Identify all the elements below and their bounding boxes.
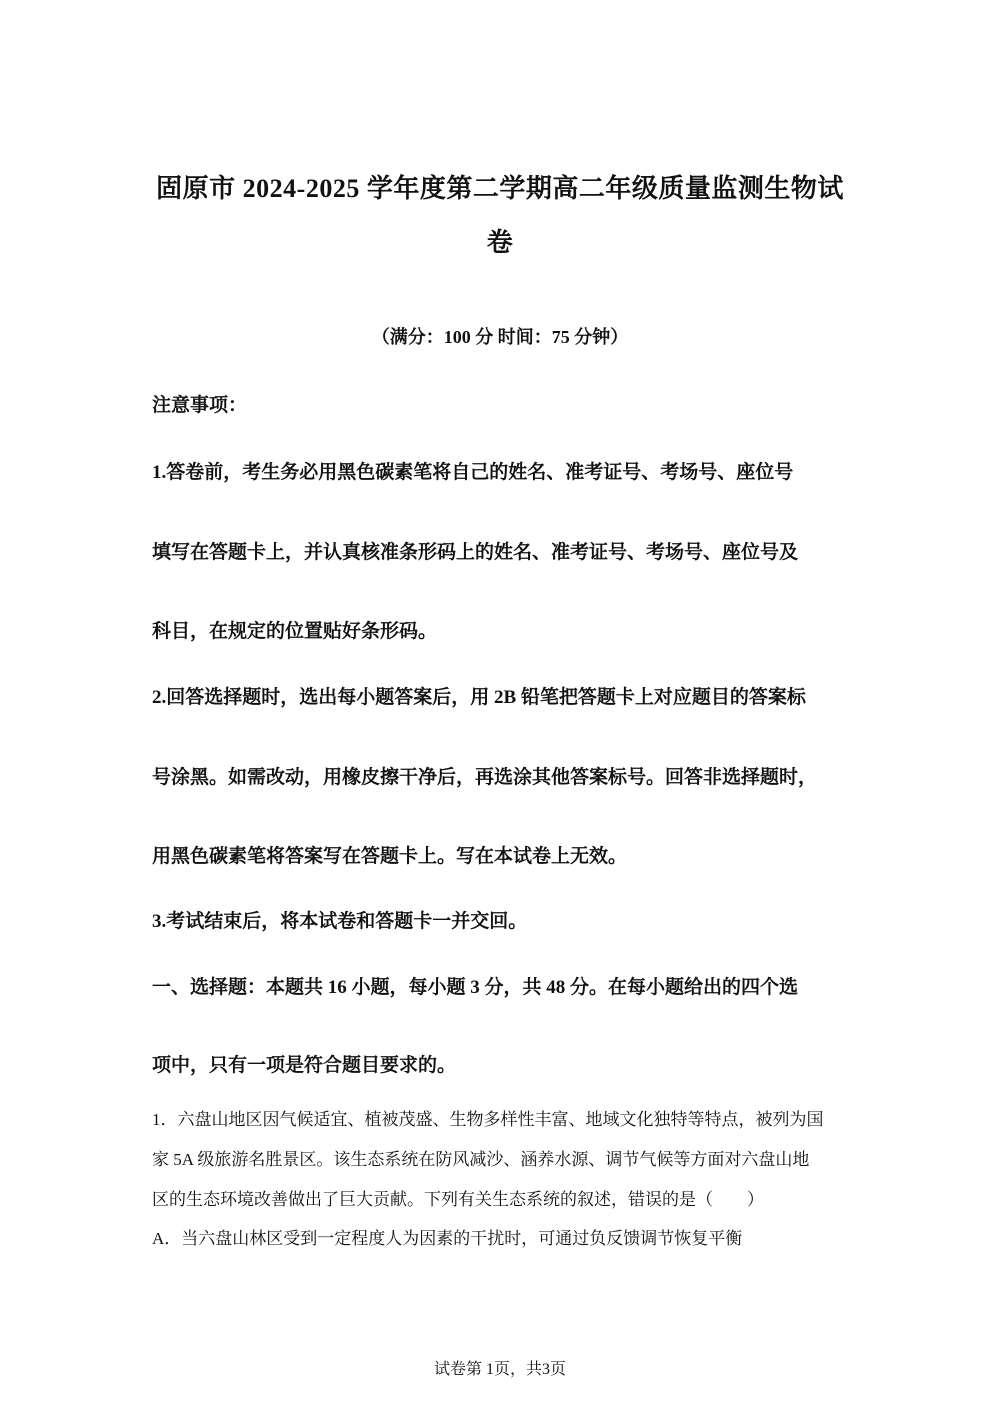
notice-line: 2.回答选择题时，选出每小题答案后，用 2B 铅笔把答题卡上对应题目的答案标 xyxy=(152,687,806,708)
notice-line: 用黑色碳素笔将答案写在答题卡上。写在本试卷上无效。 xyxy=(152,846,628,867)
exam-title-line2: 卷 xyxy=(486,228,514,257)
notice-line: 3.考试结束后，将本试卷和答题卡一并交回。 xyxy=(152,911,528,932)
section-heading-line1: 一、选择题：本题共 16 小题，每小题 3 分，共 48 分。在每小题给出的四个选 xyxy=(152,977,799,998)
exam-subtitle: （满分：100 分 时间：75 分钟） xyxy=(371,327,629,347)
notice-line: 1.答卷前，考生务必用黑色碳素笔将自己的姓名、准考证号、考场号、座位号 xyxy=(152,462,794,483)
question-1-stem-line1: 1．六盘山地区因气候适宜、植被茂盛、生物多样性丰富、地域文化独特等特点，被列为国 xyxy=(152,1110,824,1129)
page-footer: 试卷第 1页，共3页 xyxy=(433,1361,566,1378)
notice-line: 填写在答题卡上，并认真核准条形码上的姓名、准考证号、考场号、座位号及 xyxy=(152,542,799,563)
exam-title-line1: 固原市 2024-2025 学年度第二学期高二年级质量监测生物试 xyxy=(156,174,844,203)
question-1-option-a: A．当六盘山林区受到一定程度人为因素的干扰时，可通过负反馈调节恢复平衡 xyxy=(152,1229,743,1248)
section-heading-line2: 项中，只有一项是符合题目要求的。 xyxy=(152,1055,457,1076)
notice-line: 科目，在规定的位置贴好条形码。 xyxy=(152,621,438,642)
notice-line: 号涂黑。如需改动，用橡皮擦干净后，再选涂其他答案标号。回答非选择题时， xyxy=(152,767,818,788)
notice-heading: 注意事项： xyxy=(152,395,248,416)
question-1-stem-line3: 区的生态环境改善做出了巨大贡献。下列有关生态系统的叙述，错误的是（ ） xyxy=(152,1190,764,1209)
question-1-stem-line2: 家 5A 级旅游名胜景区。该生态系统在防风减沙、涵养水源、调节气候等方面对六盘山地 xyxy=(152,1150,810,1169)
